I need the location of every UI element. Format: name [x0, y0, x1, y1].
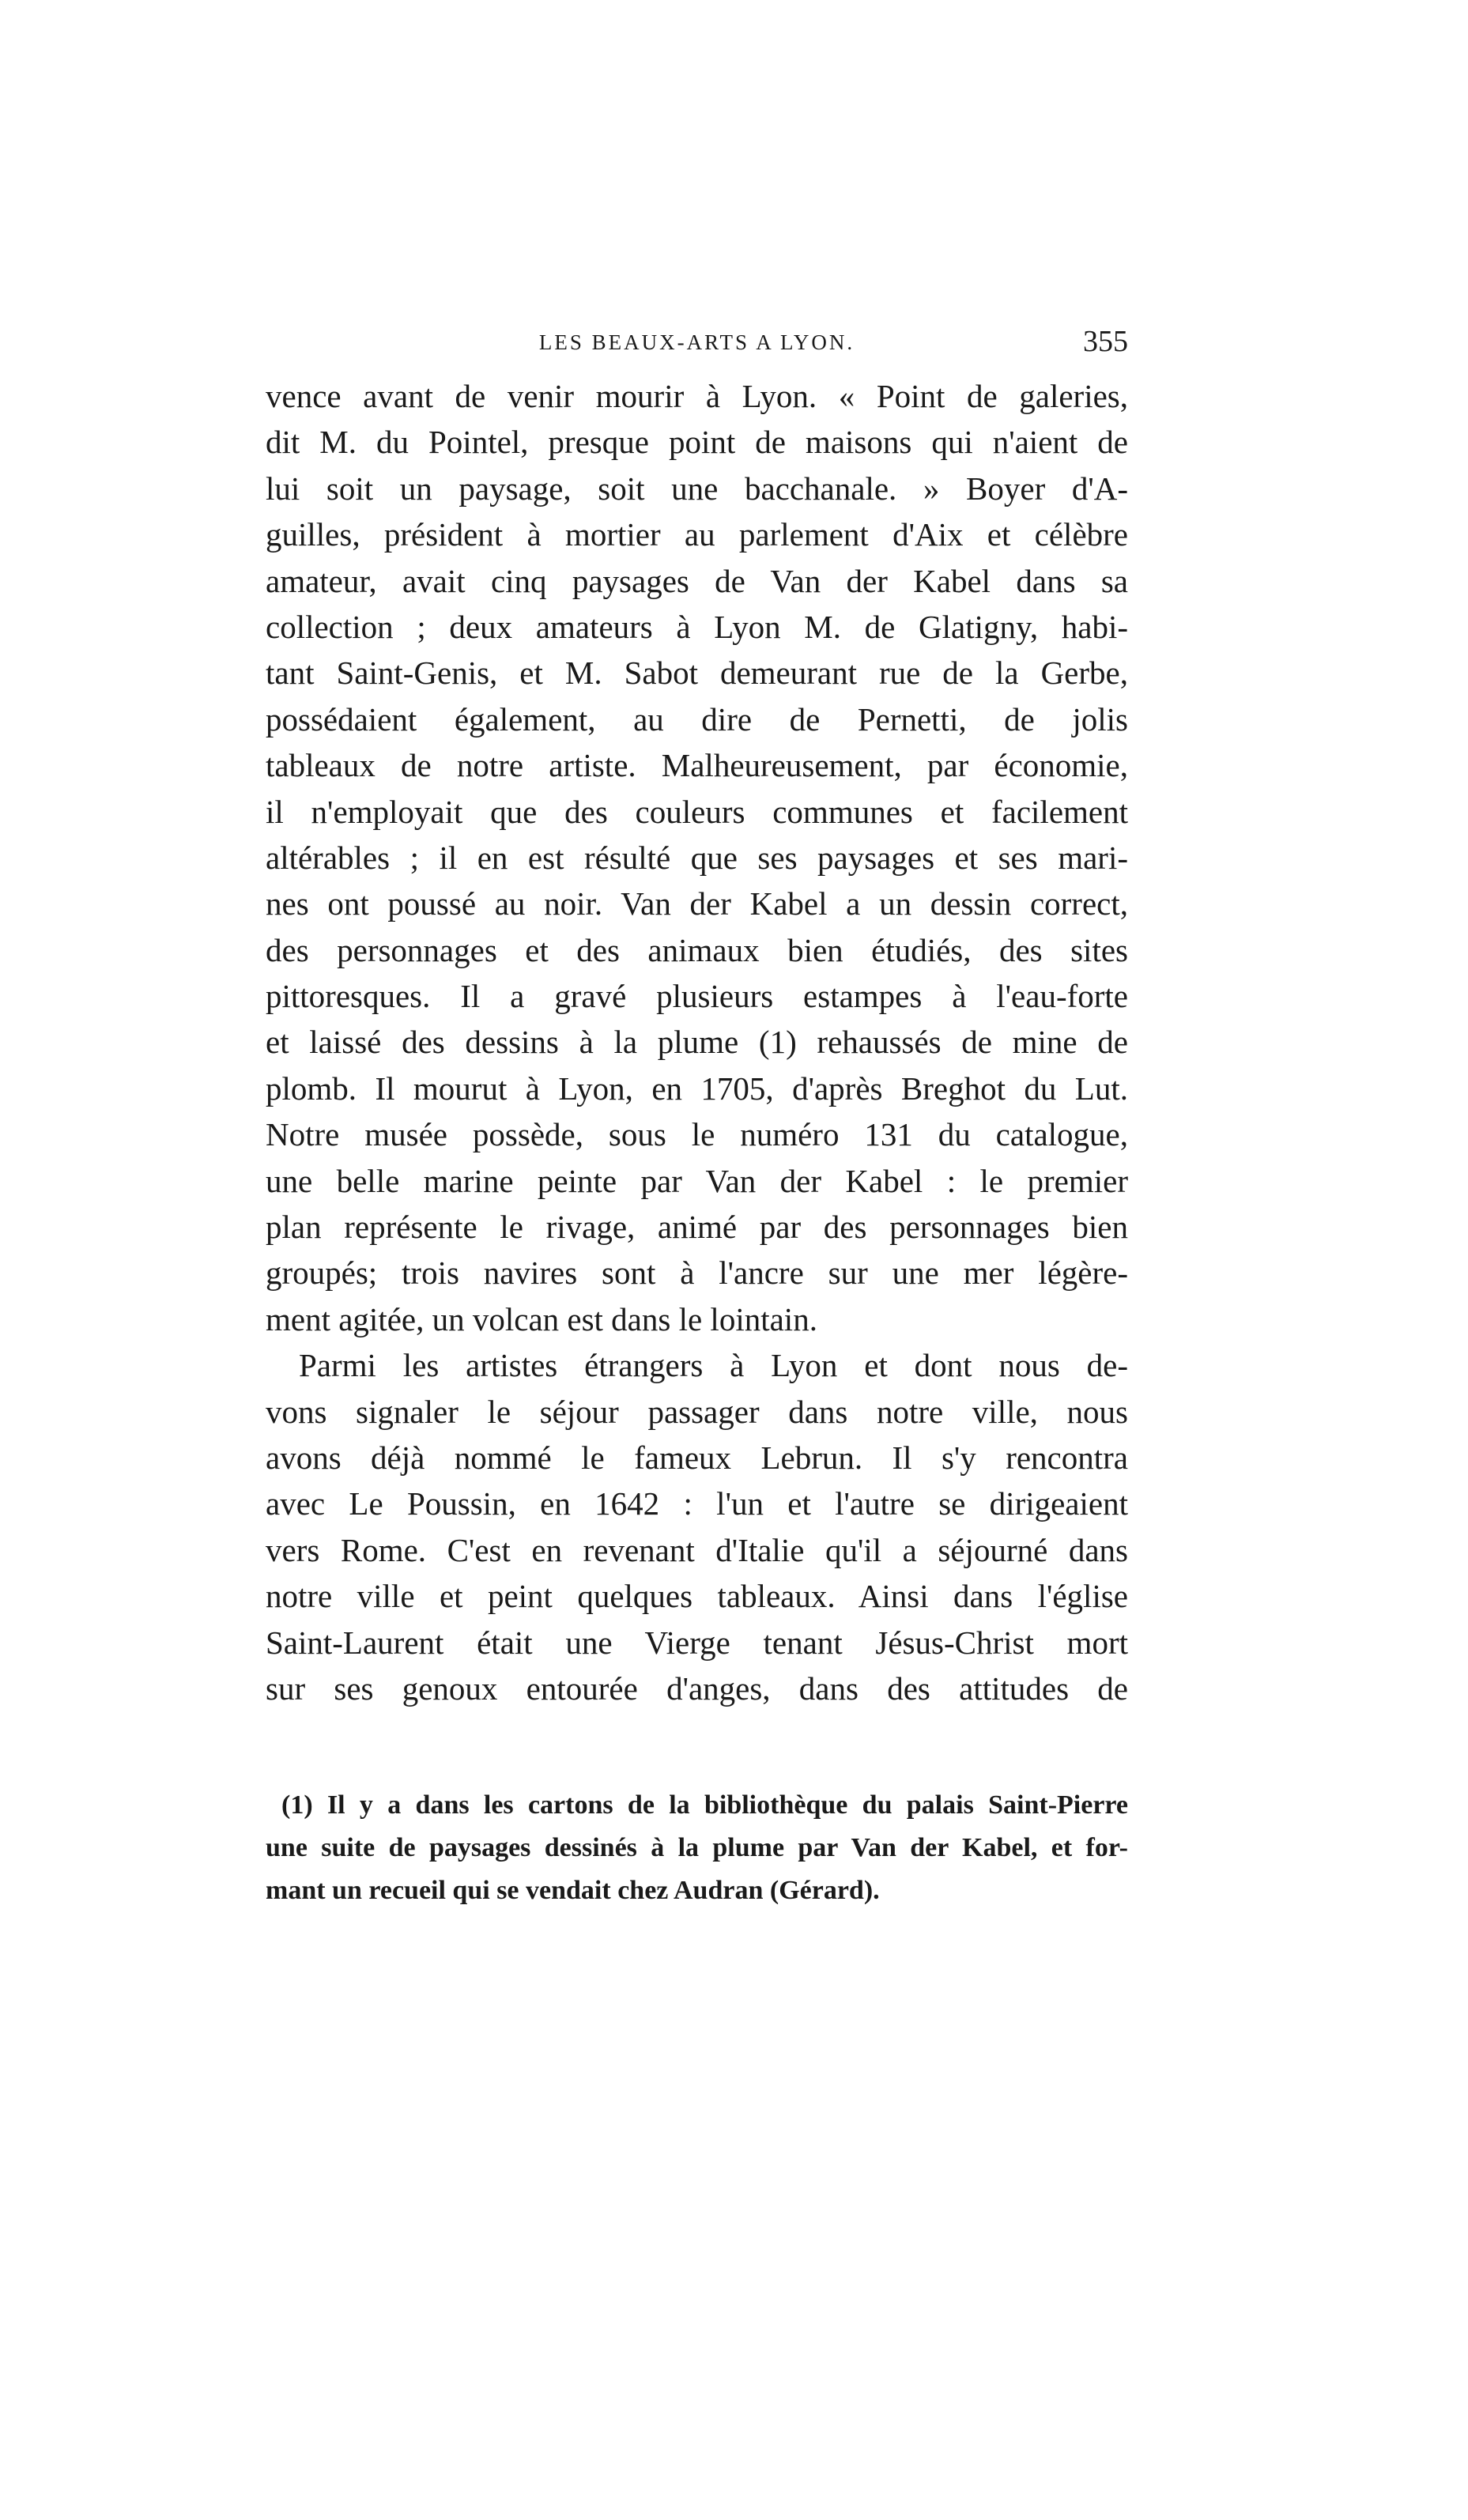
text-line: ment agitée, un volcan est dans le lointain. — [266, 1300, 817, 1337]
footnote-line: (1) Il y a dans les cartons de la bibliothèque du palais Saint-Pierre — [281, 1790, 1128, 1820]
text-line: amateur, avait cinq paysages de Van der Kabel dans sa — [266, 562, 1128, 599]
text-line: Saint-Laurent était une Vierge tenant Jésus-Christ mort — [266, 1624, 1128, 1661]
text-line: vons signaler le séjour passager dans notre ville, nous — [266, 1393, 1128, 1430]
text-line: tant Saint-Genis, et M. Sabot demeurant rue de la Gerbe, — [266, 655, 1128, 692]
text-line: Parmi les artistes étrangers à Lyon et dont nous de- — [299, 1347, 1128, 1384]
text-line: collection ; deux amateurs à Lyon M. de Glatigny, habi- — [266, 608, 1128, 645]
text-line: et laissé des dessins à la plume (1) rehaussés de mine de — [266, 1024, 1128, 1061]
text-line: il n'employait que des couleurs communes et facilement — [266, 793, 1128, 830]
text-line: tableaux de notre artiste. Malheureusement, par économie, — [266, 747, 1128, 784]
text-line: sur ses genoux entourée d'anges, dans des attitudes de — [266, 1669, 1128, 1707]
text-line: possédaient également, au dire de Pernetti, de jolis — [266, 700, 1128, 738]
footnote-line: une suite de paysages dessinés à la plume par Van der Kabel, et for- — [266, 1833, 1128, 1862]
text-line: des personnages et des animaux bien étudiés, des sites — [266, 931, 1128, 968]
body-text — [266, 373, 1128, 1711]
text-line: groupés; trois navires sont à l'ancre sur une mer légère- — [266, 1254, 1128, 1292]
text-line: vence avant de venir mourir à Lyon. « Point de galeries, — [266, 378, 1128, 414]
footnote-line: mant un recueil qui se vendait chez Audran (Gérard). — [266, 1876, 880, 1905]
text-line: vers Rome. C'est en revenant d'Italie qu'il a séjourné dans — [266, 1531, 1128, 1568]
page-header — [266, 324, 1128, 360]
text-line: plomb. Il mourut à Lyon, en 1705, d'après Breghot du Lut. — [266, 1069, 1128, 1107]
text-line: dit M. du Pointel, presque point de maisons qui n'aient de — [266, 424, 1128, 461]
text-line: plan représente le rivage, animé par des personnages bien — [266, 1209, 1128, 1246]
text-line: avons déjà nommé le fameux Lebrun. Il s'y rencontra — [266, 1439, 1128, 1476]
page-number: 355 — [1083, 325, 1128, 358]
text-line: Notre musée possède, sous le numéro 131 du catalogue, — [266, 1116, 1128, 1153]
footnotes — [266, 1784, 1128, 1912]
running-title: LES BEAUX-ARTS A LYON. — [538, 330, 855, 354]
text-line: altérables ; il en est résulté que ses paysages et ses mari- — [266, 839, 1128, 876]
text-line: avec Le Poussin, en 1642 : l'un et l'autre se dirigeaient — [266, 1485, 1128, 1522]
text-line: lui soit un paysage, soit une bacchanale. » Boyer d'A- — [266, 470, 1128, 507]
text-line: une belle marine peinte par Van der Kabel : le premier — [266, 1162, 1128, 1199]
text-line: notre ville et peint quelques tableaux. Ainsi dans l'église — [266, 1578, 1128, 1615]
text-line: nes ont poussé au noir. Van der Kabel a un dessin correct, — [266, 885, 1128, 922]
text-line: guilles, président à mortier au parlement d'Aix et célèbre — [266, 516, 1128, 553]
text-line: pittoresques. Il a gravé plusieurs estampes à l'eau-forte — [266, 978, 1128, 1015]
